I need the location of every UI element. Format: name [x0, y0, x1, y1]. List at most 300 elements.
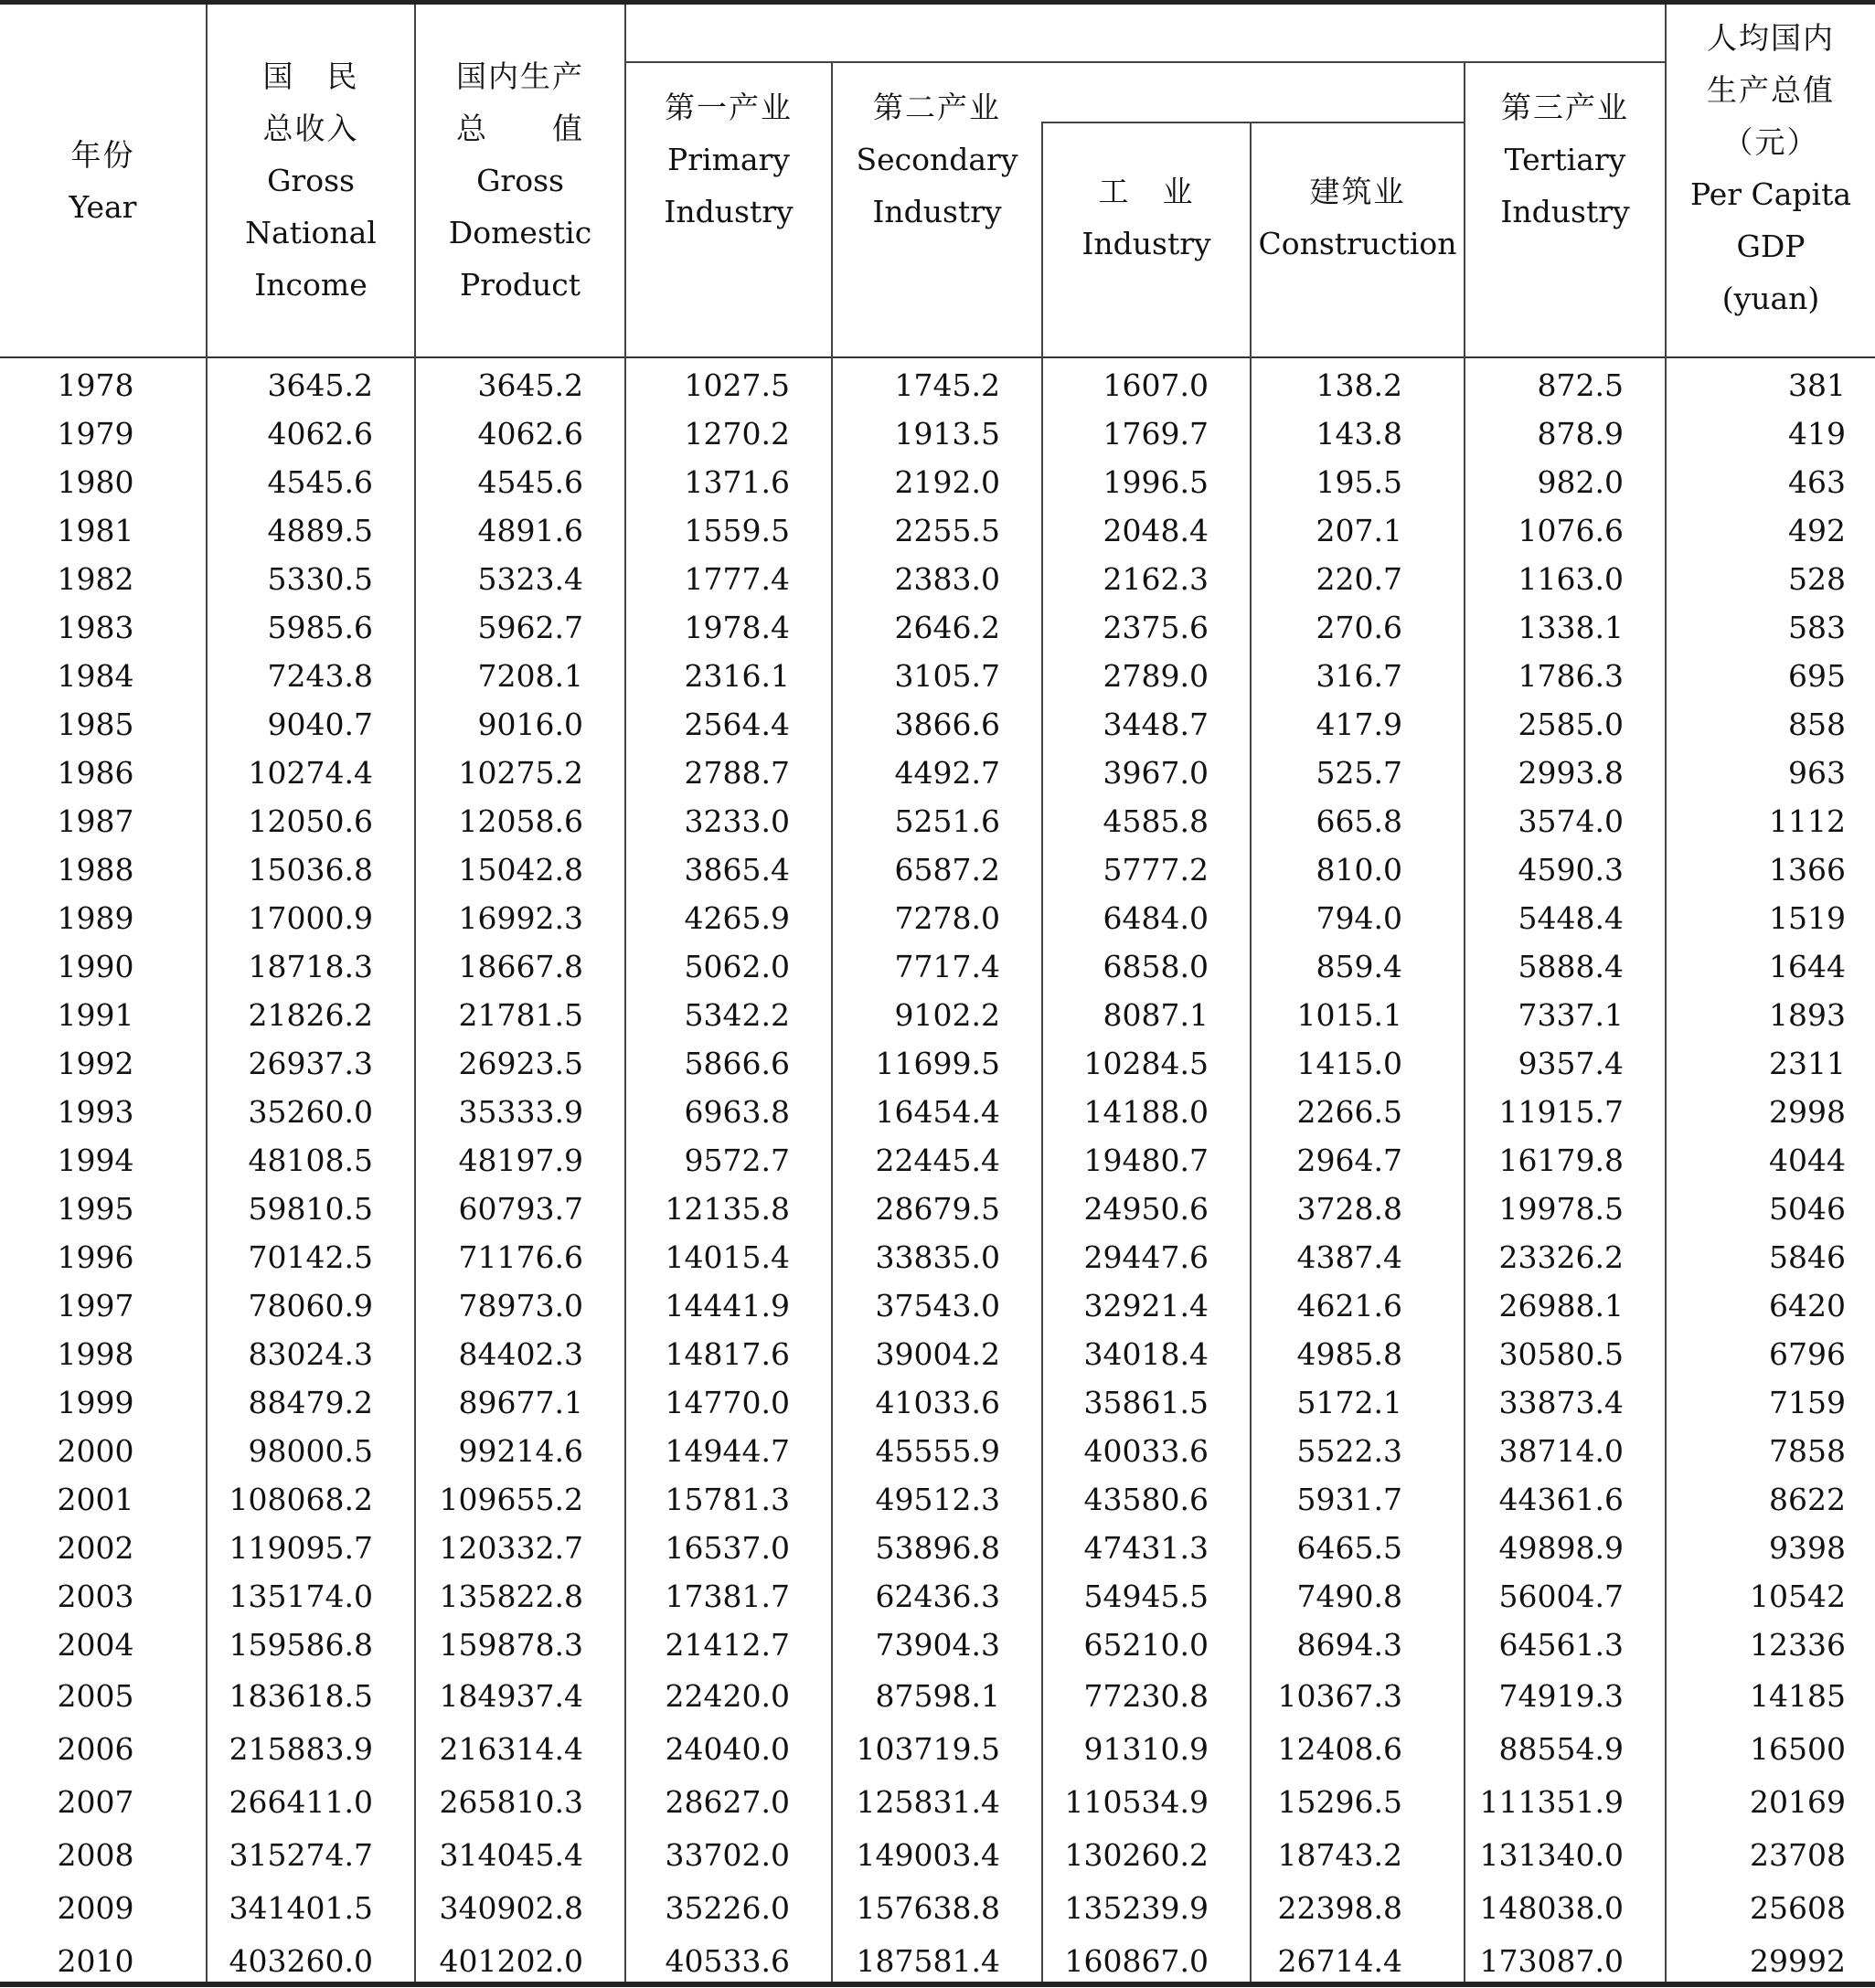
value-cell: 12058.6	[458, 803, 583, 839]
year-cell: 2005	[57, 1677, 134, 1714]
value-cell: 14441.9	[665, 1288, 790, 1324]
value-cell: 16179.8	[1498, 1143, 1624, 1178]
year-cell: 2010	[57, 1942, 134, 1979]
year-cell: 1996	[57, 1239, 134, 1275]
year-cell: 1998	[57, 1336, 134, 1372]
table-row	[0, 458, 1875, 506]
value-cell: 131340.0	[1479, 1836, 1624, 1873]
value-cell: 40033.6	[1083, 1433, 1209, 1469]
value-cell: 216314.4	[439, 1730, 583, 1767]
value-cell: 138.2	[1316, 367, 1402, 403]
value-cell: 64561.3	[1498, 1627, 1624, 1663]
header-year: 年份 Year	[69, 136, 137, 225]
table-row	[0, 555, 1875, 603]
value-cell: 2316.1	[684, 658, 790, 694]
value-cell: 3574.0	[1518, 803, 1624, 839]
table-row	[0, 1330, 1875, 1378]
value-cell: 24950.6	[1083, 1191, 1209, 1227]
value-cell: 2255.5	[894, 513, 1000, 548]
value-cell: 1338.1	[1518, 610, 1624, 645]
value-cell: 810.0	[1316, 852, 1402, 888]
value-cell: 2192.0	[894, 464, 1000, 500]
value-cell: 10542	[1750, 1579, 1846, 1614]
value-cell: 5448.4	[1518, 900, 1624, 936]
table-row	[0, 991, 1875, 1039]
value-cell: 5931.7	[1296, 1482, 1402, 1517]
value-cell: 45555.9	[875, 1433, 1000, 1469]
value-cell: 15036.8	[248, 852, 373, 888]
value-cell: 149003.4	[856, 1836, 1000, 1873]
value-cell: 11699.5	[875, 1046, 1000, 1081]
value-cell: 23708	[1750, 1836, 1846, 1873]
value-cell: 7337.1	[1518, 997, 1624, 1033]
value-cell: 73904.3	[875, 1627, 1000, 1663]
value-cell: 120332.7	[439, 1530, 583, 1566]
value-cell: 22420.0	[665, 1677, 790, 1714]
value-cell: 22398.8	[1277, 1889, 1402, 1926]
value-cell: 5777.2	[1103, 852, 1209, 888]
table-row	[0, 1722, 1875, 1775]
value-cell: 195.5	[1316, 464, 1402, 500]
year-cell: 1980	[57, 464, 134, 500]
value-cell: 4590.3	[1518, 852, 1624, 888]
value-cell: 2311	[1769, 1046, 1846, 1081]
header-primary-industry: 第一产业 Primary Industry	[664, 89, 794, 229]
value-cell: 401202.0	[439, 1942, 583, 1979]
header-bottom-rule	[0, 356, 1875, 358]
year-cell: 1993	[57, 1094, 134, 1130]
value-cell: 89677.1	[458, 1385, 583, 1420]
value-cell: 6420	[1769, 1288, 1846, 1324]
value-cell: 157638.8	[856, 1889, 1000, 1926]
value-cell: 665.8	[1316, 803, 1402, 839]
value-cell: 4062.6	[267, 416, 373, 452]
value-cell: 25608	[1750, 1889, 1846, 1926]
value-cell: 8694.3	[1296, 1627, 1402, 1663]
value-cell: 528	[1788, 561, 1846, 597]
value-cell: 20169	[1750, 1783, 1846, 1820]
value-cell: 2789.0	[1103, 658, 1209, 694]
value-cell: 5062.0	[684, 949, 790, 984]
value-cell: 1163.0	[1518, 561, 1624, 597]
value-cell: 48108.5	[248, 1143, 373, 1178]
table-row	[0, 1524, 1875, 1572]
table-row	[0, 1669, 1875, 1722]
value-cell: 59810.5	[248, 1191, 373, 1227]
value-cell: 35333.9	[458, 1094, 583, 1130]
header-secondary-industry: 第二产业 Secondary Industry	[856, 89, 1018, 229]
value-cell: 2383.0	[894, 561, 1000, 597]
value-cell: 4492.7	[894, 755, 1000, 791]
value-cell: 78060.9	[248, 1288, 373, 1324]
value-cell: 54945.5	[1083, 1579, 1209, 1614]
value-cell: 56004.7	[1498, 1579, 1624, 1614]
value-cell: 6484.0	[1103, 900, 1209, 936]
value-cell: 220.7	[1316, 561, 1402, 597]
year-cell: 2002	[57, 1530, 134, 1566]
value-cell: 84402.3	[458, 1336, 583, 1372]
value-cell: 65210.0	[1083, 1627, 1209, 1663]
header-tertiary-industry: 第三产业 Tertiary Industry	[1500, 89, 1630, 229]
value-cell: 135174.0	[229, 1579, 373, 1614]
table-row	[0, 1934, 1875, 1987]
value-cell: 3105.7	[894, 658, 1000, 694]
value-cell: 1777.4	[684, 561, 790, 597]
value-cell: 99214.6	[458, 1433, 583, 1469]
value-cell: 148038.0	[1479, 1889, 1624, 1926]
value-cell: 403260.0	[229, 1942, 373, 1979]
year-cell: 1985	[57, 707, 134, 742]
value-cell: 77230.8	[1083, 1677, 1209, 1714]
table-row	[0, 1039, 1875, 1088]
value-cell: 2162.3	[1103, 561, 1209, 597]
value-cell: 982.0	[1537, 464, 1624, 500]
year-cell: 1995	[57, 1191, 134, 1227]
value-cell: 340902.8	[439, 1889, 583, 1926]
value-cell: 87598.1	[875, 1677, 1000, 1714]
value-cell: 2564.4	[684, 707, 790, 742]
value-cell: 19480.7	[1083, 1143, 1209, 1178]
table-row	[0, 409, 1875, 458]
table-row	[0, 1378, 1875, 1427]
value-cell: 5962.7	[477, 610, 583, 645]
value-cell: 3645.2	[477, 367, 583, 403]
value-cell: 6587.2	[894, 852, 1000, 888]
value-cell: 28679.5	[875, 1191, 1000, 1227]
value-cell: 1112	[1769, 803, 1846, 839]
table-row	[0, 603, 1875, 652]
value-cell: 4545.6	[267, 464, 373, 500]
table-row	[0, 1233, 1875, 1281]
value-cell: 15781.3	[665, 1482, 790, 1517]
value-cell: 5846	[1769, 1239, 1846, 1275]
value-cell: 119095.7	[229, 1530, 373, 1566]
table-row	[0, 845, 1875, 894]
value-cell: 1027.5	[684, 367, 790, 403]
value-cell: 215883.9	[229, 1730, 373, 1767]
value-cell: 3448.7	[1103, 707, 1209, 742]
value-cell: 9357.4	[1518, 1046, 1624, 1081]
value-cell: 26923.5	[458, 1046, 583, 1081]
value-cell: 7243.8	[267, 658, 373, 694]
table-row	[0, 894, 1875, 942]
value-cell: 26714.4	[1277, 1942, 1402, 1979]
value-cell: 98000.5	[248, 1433, 373, 1469]
value-cell: 14817.6	[665, 1336, 790, 1372]
value-cell: 47431.3	[1083, 1530, 1209, 1566]
value-cell: 11915.7	[1498, 1094, 1624, 1130]
value-cell: 14015.4	[665, 1239, 790, 1275]
value-cell: 35861.5	[1083, 1385, 1209, 1420]
value-cell: 4985.8	[1296, 1336, 1402, 1372]
year-cell: 1992	[57, 1046, 134, 1081]
year-cell: 1990	[57, 949, 134, 984]
value-cell: 5985.6	[267, 610, 373, 645]
value-cell: 314045.4	[439, 1836, 583, 1873]
value-cell: 5251.6	[894, 803, 1000, 839]
year-cell: 1991	[57, 997, 134, 1033]
value-cell: 1745.2	[894, 367, 1000, 403]
value-cell: 15042.8	[458, 852, 583, 888]
value-cell: 4889.5	[267, 513, 373, 548]
value-cell: 12336	[1750, 1627, 1846, 1663]
value-cell: 6858.0	[1103, 949, 1209, 984]
value-cell: 4545.6	[477, 464, 583, 500]
year-cell: 2000	[57, 1433, 134, 1469]
value-cell: 2585.0	[1518, 707, 1624, 742]
value-cell: 91310.9	[1083, 1730, 1209, 1767]
value-cell: 417.9	[1316, 707, 1402, 742]
value-cell: 315274.7	[229, 1836, 373, 1873]
value-cell: 1519	[1769, 900, 1846, 936]
value-cell: 103719.5	[856, 1730, 1000, 1767]
year-cell: 2009	[57, 1889, 134, 1926]
value-cell: 3645.2	[267, 367, 373, 403]
value-cell: 207.1	[1316, 513, 1402, 548]
value-cell: 265810.3	[439, 1783, 583, 1820]
value-cell: 1996.5	[1103, 464, 1209, 500]
value-cell: 70142.5	[248, 1239, 373, 1275]
value-cell: 381	[1788, 367, 1846, 403]
value-cell: 6963.8	[684, 1094, 790, 1130]
table-row	[0, 1427, 1875, 1475]
value-cell: 419	[1788, 416, 1846, 452]
value-cell: 1015.1	[1296, 997, 1402, 1033]
value-cell: 1371.6	[684, 464, 790, 500]
table-row	[0, 506, 1875, 555]
value-cell: 2375.6	[1103, 610, 1209, 645]
value-cell: 135239.9	[1064, 1889, 1209, 1926]
value-cell: 5323.4	[477, 561, 583, 597]
value-cell: 38714.0	[1498, 1433, 1624, 1469]
value-cell: 18718.3	[248, 949, 373, 984]
value-cell: 9016.0	[477, 707, 583, 742]
value-cell: 316.7	[1316, 658, 1402, 694]
year-cell: 2004	[57, 1627, 134, 1663]
year-cell: 1981	[57, 513, 134, 548]
table-row	[0, 700, 1875, 749]
value-cell: 24040.0	[665, 1730, 790, 1767]
year-cell: 2008	[57, 1836, 134, 1873]
value-cell: 21412.7	[665, 1627, 790, 1663]
value-cell: 183618.5	[229, 1677, 373, 1714]
value-cell: 26937.3	[248, 1046, 373, 1081]
value-cell: 9040.7	[267, 707, 373, 742]
value-cell: 15296.5	[1277, 1783, 1402, 1820]
value-cell: 17000.9	[248, 900, 373, 936]
value-cell: 14188.0	[1083, 1094, 1209, 1130]
value-cell: 9398	[1769, 1530, 1846, 1566]
year-cell: 2007	[57, 1783, 134, 1820]
value-cell: 26988.1	[1498, 1288, 1624, 1324]
value-cell: 12408.6	[1277, 1730, 1402, 1767]
value-cell: 794.0	[1316, 900, 1402, 936]
year-cell: 1999	[57, 1385, 134, 1420]
value-cell: 160867.0	[1064, 1942, 1209, 1979]
value-cell: 18667.8	[458, 949, 583, 984]
value-cell: 9102.2	[894, 997, 1000, 1033]
value-cell: 859.4	[1316, 949, 1402, 984]
header-gni: 国 民 总收入 Gross National Income	[245, 58, 377, 303]
value-cell: 173087.0	[1479, 1942, 1624, 1979]
value-cell: 7278.0	[894, 900, 1000, 936]
value-cell: 159586.8	[229, 1627, 373, 1663]
value-cell: 1893	[1769, 997, 1846, 1033]
value-cell: 21781.5	[458, 997, 583, 1033]
year-cell: 2006	[57, 1730, 134, 1767]
value-cell: 5172.1	[1296, 1385, 1402, 1420]
value-cell: 21826.2	[248, 997, 373, 1033]
value-cell: 872.5	[1537, 367, 1624, 403]
table-row	[0, 1475, 1875, 1524]
data-table	[0, 361, 1875, 1987]
value-cell: 7208.1	[477, 658, 583, 694]
value-cell: 1559.5	[684, 513, 790, 548]
value-cell: 4062.6	[477, 416, 583, 452]
value-cell: 135822.8	[439, 1579, 583, 1614]
value-cell: 111351.9	[1479, 1783, 1624, 1820]
value-cell: 17381.7	[665, 1579, 790, 1614]
value-cell: 16500	[1750, 1730, 1846, 1767]
value-cell: 48197.9	[458, 1143, 583, 1178]
value-cell: 14770.0	[665, 1385, 790, 1420]
table-row	[0, 797, 1875, 845]
value-cell: 7717.4	[894, 949, 1000, 984]
value-cell: 1607.0	[1103, 367, 1209, 403]
header-subgroup-rule	[1041, 122, 1464, 123]
value-cell: 1270.2	[684, 416, 790, 452]
value-cell: 60793.7	[458, 1191, 583, 1227]
value-cell: 33835.0	[875, 1239, 1000, 1275]
value-cell: 2998	[1769, 1094, 1846, 1130]
year-cell: 1983	[57, 610, 134, 645]
table-row	[0, 942, 1875, 991]
value-cell: 6465.5	[1296, 1530, 1402, 1566]
value-cell: 2993.8	[1518, 755, 1624, 791]
value-cell: 18743.2	[1277, 1836, 1402, 1873]
value-cell: 28627.0	[665, 1783, 790, 1820]
table-row	[0, 749, 1875, 797]
value-cell: 7159	[1769, 1385, 1846, 1420]
value-cell: 22445.4	[875, 1143, 1000, 1178]
value-cell: 878.9	[1537, 416, 1624, 452]
value-cell: 88554.9	[1498, 1730, 1624, 1767]
value-cell: 7490.8	[1296, 1579, 1402, 1614]
value-cell: 2964.7	[1296, 1143, 1402, 1178]
value-cell: 1978.4	[684, 610, 790, 645]
value-cell: 9572.7	[684, 1143, 790, 1178]
value-cell: 10367.3	[1277, 1677, 1402, 1714]
value-cell: 143.8	[1316, 416, 1402, 452]
value-cell: 49898.9	[1498, 1530, 1624, 1566]
value-cell: 10274.4	[248, 755, 373, 791]
value-cell: 525.7	[1316, 755, 1402, 791]
value-cell: 3865.4	[684, 852, 790, 888]
value-cell: 3967.0	[1103, 755, 1209, 791]
value-cell: 43580.6	[1083, 1482, 1209, 1517]
table-row	[0, 1775, 1875, 1828]
value-cell: 41033.6	[875, 1385, 1000, 1420]
value-cell: 184937.4	[439, 1677, 583, 1714]
value-cell: 1644	[1769, 949, 1846, 984]
value-cell: 5522.3	[1296, 1433, 1402, 1469]
value-cell: 5330.5	[267, 561, 373, 597]
value-cell: 10284.5	[1083, 1046, 1209, 1081]
value-cell: 7858	[1769, 1433, 1846, 1469]
value-cell: 23326.2	[1498, 1239, 1624, 1275]
value-cell: 695	[1788, 658, 1846, 694]
value-cell: 10275.2	[458, 755, 583, 791]
value-cell: 30580.5	[1498, 1336, 1624, 1372]
value-cell: 16992.3	[458, 900, 583, 936]
value-cell: 34018.4	[1083, 1336, 1209, 1372]
value-cell: 4044	[1769, 1143, 1846, 1178]
value-cell: 19978.5	[1498, 1191, 1624, 1227]
value-cell: 83024.3	[248, 1336, 373, 1372]
value-cell: 33873.4	[1498, 1385, 1624, 1420]
value-cell: 33702.0	[665, 1836, 790, 1873]
year-cell: 1979	[57, 416, 134, 452]
year-cell: 1982	[57, 561, 134, 597]
value-cell: 109655.2	[439, 1482, 583, 1517]
header-industry: 工 业 Industry	[1081, 173, 1211, 261]
value-cell: 2048.4	[1103, 513, 1209, 548]
value-cell: 12135.8	[665, 1191, 790, 1227]
value-cell: 39004.2	[875, 1336, 1000, 1372]
value-cell: 16454.4	[875, 1094, 1000, 1130]
value-cell: 1786.3	[1518, 658, 1624, 694]
header-construction: 建筑业 Construction	[1258, 173, 1457, 261]
table-row	[0, 1136, 1875, 1185]
value-cell: 78973.0	[458, 1288, 583, 1324]
table-row	[0, 1185, 1875, 1233]
value-cell: 12050.6	[248, 803, 373, 839]
value-cell: 1076.6	[1518, 513, 1624, 548]
value-cell: 40533.6	[665, 1942, 790, 1979]
value-cell: 5342.2	[684, 997, 790, 1033]
value-cell: 32921.4	[1083, 1288, 1209, 1324]
value-cell: 4621.6	[1296, 1288, 1402, 1324]
value-cell: 74919.3	[1498, 1677, 1624, 1714]
value-cell: 29447.6	[1083, 1239, 1209, 1275]
year-cell: 1987	[57, 803, 134, 839]
year-cell: 1994	[57, 1143, 134, 1178]
table-row	[0, 1881, 1875, 1934]
value-cell: 858	[1788, 707, 1846, 742]
value-cell: 1769.7	[1103, 416, 1209, 452]
value-cell: 463	[1788, 464, 1846, 500]
value-cell: 53896.8	[875, 1530, 1000, 1566]
value-cell: 5888.4	[1518, 949, 1624, 984]
value-cell: 8087.1	[1103, 997, 1209, 1033]
value-cell: 4265.9	[684, 900, 790, 936]
year-cell: 1978	[57, 367, 134, 403]
value-cell: 71176.6	[458, 1239, 583, 1275]
value-cell: 35226.0	[665, 1889, 790, 1926]
table-row	[0, 1088, 1875, 1136]
value-cell: 130260.2	[1064, 1836, 1209, 1873]
value-cell: 35260.0	[248, 1094, 373, 1130]
table-row	[0, 1281, 1875, 1330]
value-cell: 108068.2	[229, 1482, 373, 1517]
value-cell: 4387.4	[1296, 1239, 1402, 1275]
value-cell: 159878.3	[439, 1627, 583, 1663]
value-cell: 5046	[1769, 1191, 1846, 1227]
value-cell: 4585.8	[1103, 803, 1209, 839]
value-cell: 125831.4	[856, 1783, 1000, 1820]
value-cell: 1366	[1769, 852, 1846, 888]
value-cell: 492	[1788, 513, 1846, 548]
